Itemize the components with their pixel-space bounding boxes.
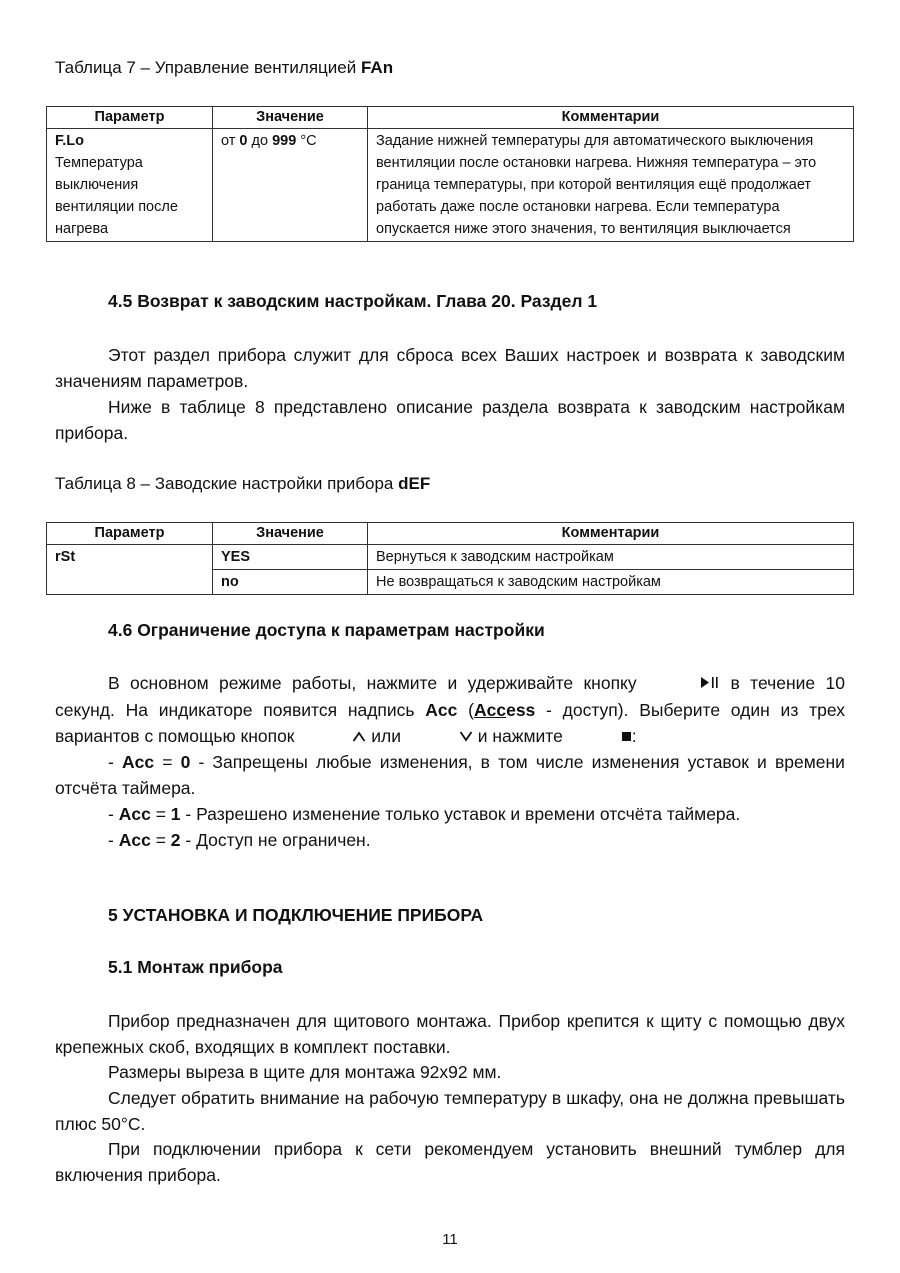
table7-header-row bbox=[47, 107, 854, 129]
value-unit: °C bbox=[300, 133, 317, 149]
text-span: ( bbox=[468, 700, 474, 720]
table8-param-cell: rSt bbox=[47, 545, 213, 595]
acc-value: 1 bbox=[170, 804, 181, 824]
up-arrow-icon bbox=[299, 724, 366, 750]
table8 bbox=[46, 522, 854, 595]
table8-header-row bbox=[47, 523, 854, 545]
text-span: - bbox=[108, 804, 114, 824]
table8-header-comment: Комментарии bbox=[368, 523, 854, 545]
section45-para2: Ниже в таблице 8 представлено описание раздела возврата к заводским настройкам прибора. bbox=[55, 397, 845, 443]
text-span: - Доступ не ограничен. bbox=[185, 830, 371, 850]
text-span: в течение 10 секунд. На индикаторе появится надпись bbox=[55, 673, 845, 720]
table8-caption bbox=[55, 474, 430, 494]
section51-para4: При подключении прибора к сети рекомендуем установить внешний тумблер для включения прибора. bbox=[55, 1139, 845, 1185]
table-row bbox=[47, 545, 854, 570]
table7-caption bbox=[55, 58, 393, 78]
stop-square-icon bbox=[568, 724, 632, 750]
table7-header-param: Параметр bbox=[47, 107, 213, 129]
value-prefix: от bbox=[221, 133, 236, 149]
table8-caption-code: dEF bbox=[398, 474, 431, 493]
value-max: 999 bbox=[272, 133, 297, 149]
page-number: 11 bbox=[442, 1231, 458, 1248]
play-pause-icon bbox=[647, 671, 720, 697]
text-span: = bbox=[155, 830, 166, 850]
table7-caption-code: FAn bbox=[360, 58, 394, 77]
table7-caption-text: Таблица 7 – Управление вентиляцией bbox=[55, 58, 357, 77]
section51-para2: Размеры выреза в щите для монтажа 92x92 мм. bbox=[108, 1062, 502, 1082]
table8-caption-text: Таблица 8 – Заводские настройки прибора bbox=[55, 474, 394, 493]
table7-header-comment: Комментарии bbox=[368, 107, 854, 129]
section46-para1 bbox=[55, 670, 845, 750]
section51-para1: Прибор предназначен для щитового монтажа. Прибор крепится к щиту с помощью двух крепежных скоб, входящих в комплект поставки. bbox=[55, 1011, 845, 1057]
text-span: - Разрешено изменение только уставок и времени отсчёта таймера. bbox=[185, 804, 741, 824]
text-span: - доступ). Выберите один из трех вариантов с помощью кнопок bbox=[55, 700, 845, 746]
acc-key: Acc bbox=[121, 752, 155, 772]
table7-comment-cell: Задание нижней температуры для автоматического выключения вентиляции после остановки нагрева. Нижняя температура – это граница температуры, при которой вентиляция ещё продолжает работать даже после остановки нагрева. Если температура опускается ниже этого значения, то вентиляция выключается bbox=[368, 129, 854, 242]
table8-header-value: Значение bbox=[213, 523, 368, 545]
section5-heading: 5 УСТАНОВКА И ПОДКЛЮЧЕНИЕ ПРИБОРА bbox=[108, 905, 484, 925]
text-span: ess bbox=[506, 700, 536, 720]
section51-para3: Следует обратить внимание на рабочую температуру в шкафу, она не должна превышать плюс 50°C. bbox=[55, 1088, 845, 1134]
acc-label: Acc bbox=[425, 700, 458, 720]
text-span: и нажмите bbox=[477, 726, 563, 746]
table7-param-text: Температура выключения вентиляции после нагрева bbox=[55, 155, 178, 237]
table7-param-cell bbox=[47, 129, 213, 242]
text-span: : bbox=[631, 726, 637, 746]
section46-heading: 4.6 Ограничение доступа к параметрам настройки bbox=[108, 620, 545, 640]
table-row bbox=[47, 129, 854, 242]
list-item bbox=[55, 801, 845, 827]
table7-header-value: Значение bbox=[213, 107, 368, 129]
text-span: В основном режиме работы, нажмите и удерживайте кнопку bbox=[108, 673, 637, 693]
table8-header-param: Параметр bbox=[47, 523, 213, 545]
value-min: 0 bbox=[239, 133, 248, 149]
value-mid: до bbox=[251, 133, 269, 149]
list-item bbox=[55, 749, 845, 801]
table7 bbox=[46, 106, 854, 242]
text-span: = bbox=[162, 752, 173, 772]
table8-value-cell: no bbox=[213, 570, 368, 595]
table8-value-cell: YES bbox=[213, 545, 368, 570]
text-span: - bbox=[108, 830, 114, 850]
acc-key: Acc bbox=[118, 804, 151, 824]
text-span: - bbox=[108, 752, 114, 772]
table8-comment-cell: Не возвращаться к заводским настройкам bbox=[368, 570, 854, 595]
acc-key: Acc bbox=[118, 830, 151, 850]
text-span: = bbox=[155, 804, 166, 824]
list-item bbox=[55, 827, 845, 853]
text-span: или bbox=[371, 726, 401, 746]
acc-underlined: Acc bbox=[473, 700, 507, 720]
section51-heading: 5.1 Монтаж прибора bbox=[108, 957, 283, 977]
section45-para1: Этот раздел прибора служит для сброса всех Ваших настроек и возврата к заводским значениям параметров. bbox=[55, 345, 845, 391]
table8-comment-cell: Вернуться к заводским настройкам bbox=[368, 545, 854, 570]
down-arrow-icon bbox=[406, 724, 473, 750]
acc-value: 0 bbox=[180, 752, 191, 772]
text-span: - Запрещены любые изменения, в том числе изменения уставок и времени отсчёта таймера. bbox=[55, 752, 845, 798]
acc-value: 2 bbox=[170, 830, 181, 850]
section45-heading: 4.5 Возврат к заводским настройкам. Глава 20. Раздел 1 bbox=[108, 291, 598, 311]
table7-value-cell bbox=[213, 129, 368, 242]
table7-param-code: F.Lo bbox=[55, 133, 84, 149]
